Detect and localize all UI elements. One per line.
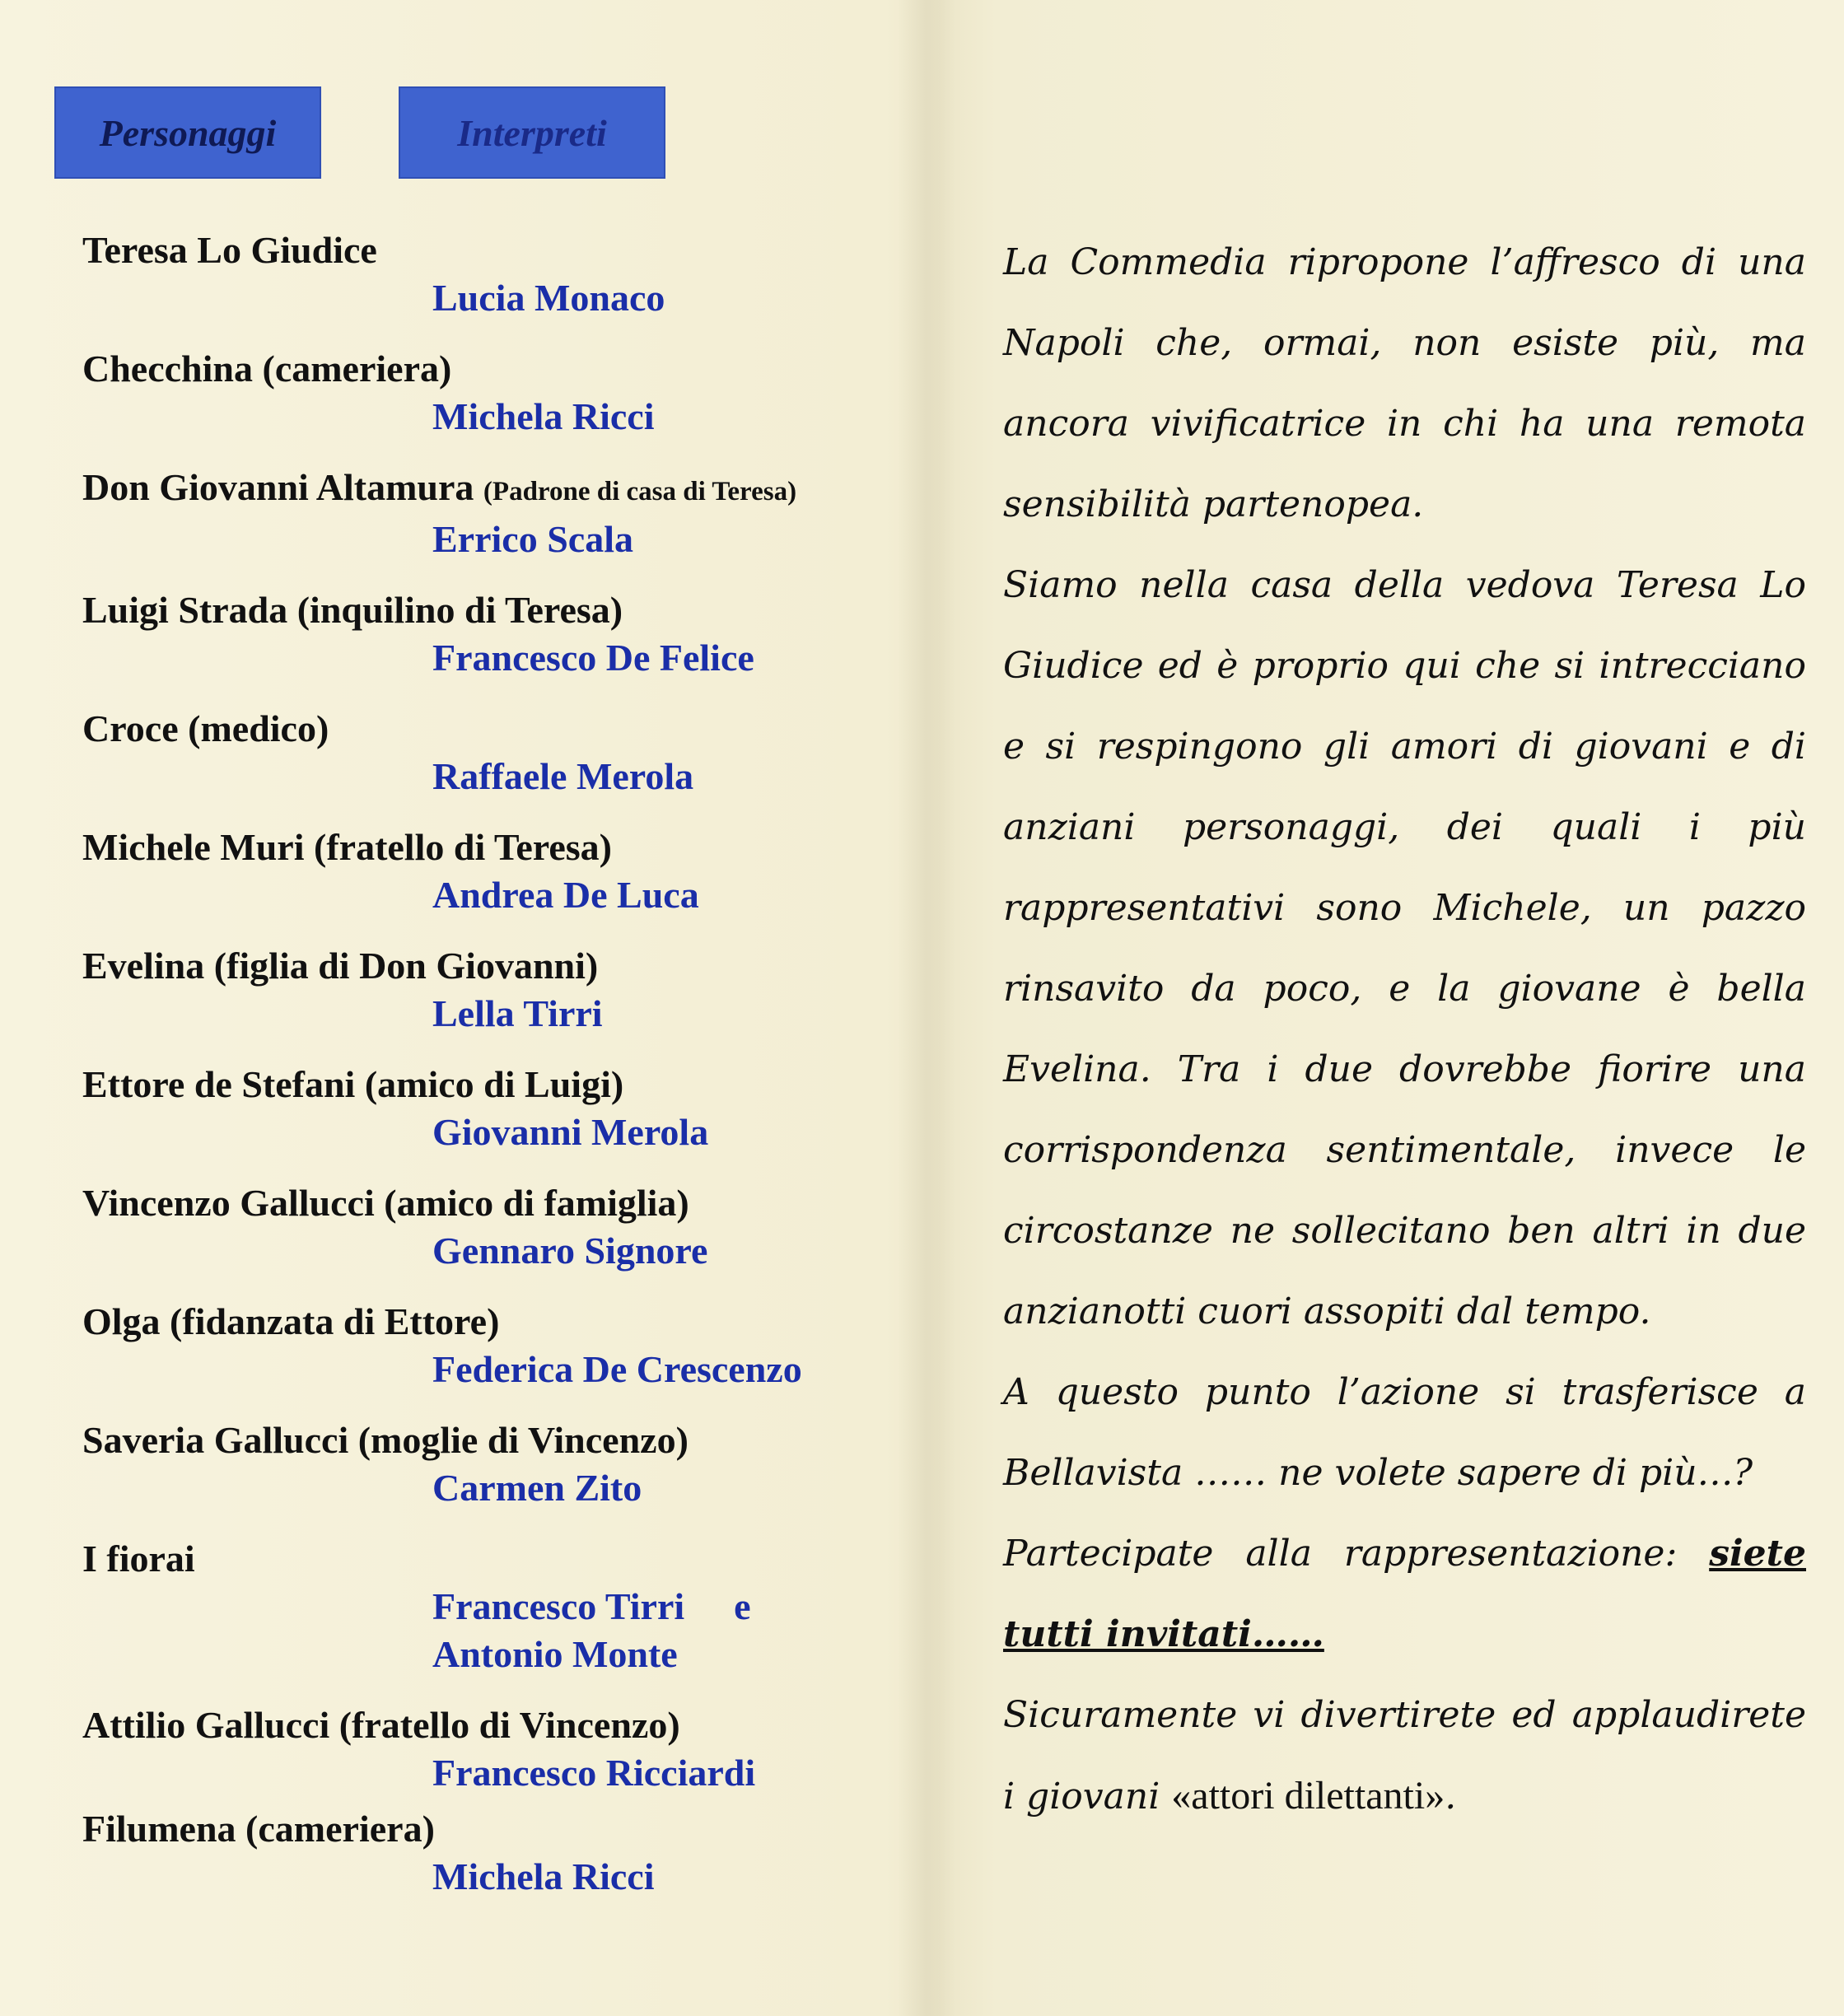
cast-entry — [82, 942, 922, 1038]
character-name: Croce (medico) — [82, 707, 329, 749]
cast-entry — [82, 226, 922, 322]
actor-name: Gennaro Signore — [432, 1230, 708, 1272]
invitation-lead: Partecipate alla rappresentazione: — [1003, 1533, 1710, 1575]
cast-entry — [82, 1298, 922, 1393]
tab-interpreti-label: Interpreti — [457, 111, 607, 154]
closing-lead: Sicuramente vi divertirete ed applaudirete i giovani — [1003, 1694, 1806, 1818]
character-name: Michele Muri (fratello di Teresa) — [82, 826, 612, 868]
character-name: Vincenzo Gallucci (amico di famiglia) — [82, 1182, 689, 1224]
character-name: I fiorai — [82, 1538, 195, 1580]
tab-interpreti — [399, 86, 665, 179]
character-name: Filumena (cameriera) — [82, 1808, 435, 1850]
invitation-emphasis: siete tutti invitati…… — [1003, 1533, 1806, 1655]
character-name: Olga (fidanzata di Ettore) — [82, 1300, 500, 1342]
cast-list — [82, 226, 922, 1901]
tab-personaggi-label: Personaggi — [99, 111, 277, 154]
cast-entry — [82, 1416, 922, 1512]
closing-end: . — [1445, 1776, 1457, 1818]
cast-entry — [82, 1535, 922, 1678]
character-name: Ettore de Stefani (amico di Luigi) — [82, 1063, 624, 1105]
plot-paragraph: A questo punto l’azione si trasferisce a Bellavista …… ne volete sapere di più…? — [1003, 1371, 1806, 1494]
actor-conjunction: e — [734, 1585, 751, 1627]
actor-name: Lella Tirri — [432, 992, 603, 1034]
plot-summary — [1003, 222, 1806, 1837]
actor-name: Michela Ricci — [432, 395, 655, 437]
plot-paragraph — [1003, 1675, 1806, 1837]
cast-entry — [82, 1179, 922, 1275]
actor-name: Errico Scala — [432, 518, 633, 560]
actor-name: Giovanni Merola — [432, 1111, 709, 1153]
actor-name: Antonio Monte — [432, 1633, 678, 1675]
actor-name: Lucia Monaco — [432, 277, 665, 319]
plot-paragraph: La Commedia ripropone l’affresco di una Napoli che, ormai, non esiste più, ma ancora vivificatrice in chi ha una remota sensibilità partenopea. — [1003, 241, 1806, 525]
character-name: Checchina (cameriera) — [82, 348, 452, 390]
actor-name: Andrea De Luca — [432, 874, 699, 916]
cast-entry — [82, 464, 922, 563]
closing-quote: «attori dilettanti» — [1171, 1774, 1445, 1818]
actor-name: Francesco Tirri — [432, 1585, 685, 1627]
character-note: (Padrone di casa di Teresa) — [483, 477, 797, 506]
cast-entry — [82, 586, 922, 682]
plot-paragraph — [1003, 1514, 1806, 1675]
character-name: Teresa Lo Giudice — [82, 229, 377, 271]
character-name: Evelina (figlia di Don Giovanni) — [82, 945, 599, 987]
character-name: Luigi Strada (inquilino di Teresa) — [82, 589, 623, 631]
character-name: Attilio Gallucci (fratello di Vincenzo) — [82, 1704, 680, 1746]
cast-entry — [82, 1701, 922, 1797]
actor-name: Francesco De Felice — [432, 637, 754, 679]
actor-name: Carmen Zito — [432, 1467, 642, 1509]
character-name: Saveria Gallucci (moglie di Vincenzo) — [82, 1419, 689, 1461]
actor-name: Raffaele Merola — [432, 755, 694, 797]
actor-name: Michela Ricci — [432, 1855, 655, 1897]
cast-entry — [82, 345, 922, 441]
cast-entry — [82, 1805, 922, 1901]
plot-paragraph: Siamo nella casa della vedova Teresa Lo Giudice ed è proprio qui che si intrecciano e si respingono gli amori di giovani e di anziani personaggi, dei quali i più rappresentativi sono Michele, un pazzo rinsavito da poco, e la giovane è bella Evelina. Tra i due dovrebbe fiorire una corrispondenza sentimentale, invece le circostanze ne sollecitano ben altri in due anzianotti cuori assopiti dal tempo. — [1003, 564, 1806, 1332]
cast-entry — [82, 705, 922, 800]
cast-entry — [82, 824, 922, 919]
actor-name-row — [82, 1583, 922, 1631]
tab-personaggi — [54, 86, 321, 179]
cast-entry — [82, 1061, 922, 1156]
character-name-with-note — [82, 464, 922, 516]
character-name: Don Giovanni Altamura — [82, 466, 474, 508]
actor-name: Francesco Ricciardi — [432, 1752, 756, 1794]
actor-name: Federica De Crescenzo — [432, 1348, 802, 1390]
